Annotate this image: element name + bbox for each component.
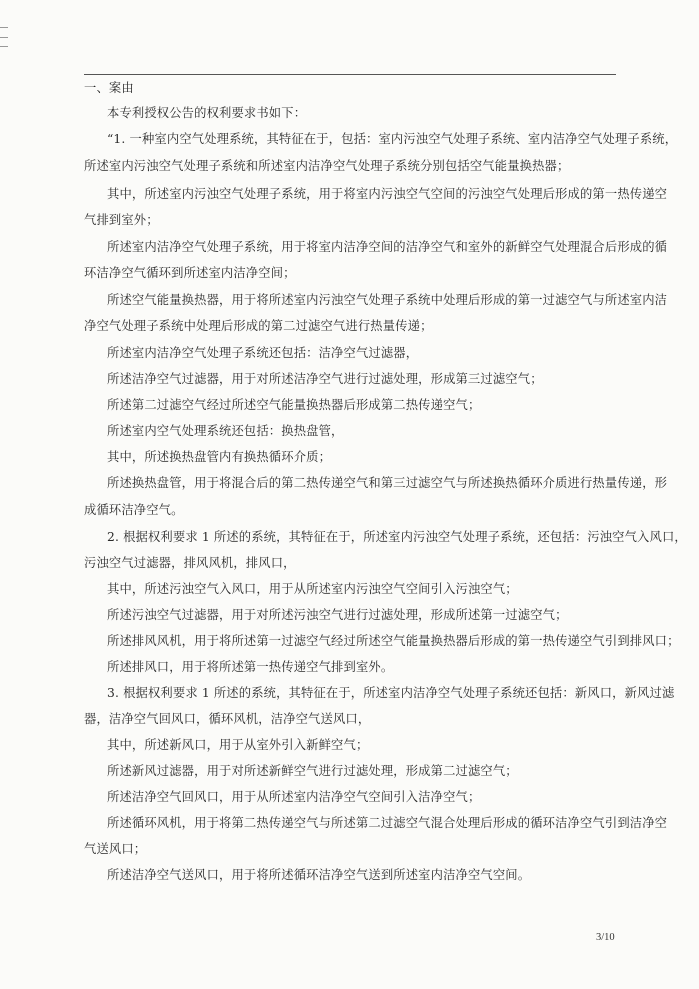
claim-1-line: 环洁净空气循环到所述室内洁净空间； — [84, 266, 296, 280]
scan-edge-mark — [0, 27, 8, 28]
claim-3-line: 所述洁净空气送风口，用于将所述循环洁净空气送到所述室内洁净空气空间。 — [107, 868, 531, 882]
claim-2-line: 所述排风风机，用于将所述第一过滤空气经过所述空气能量换热器后形成的第一热传递空气引到排风口； — [107, 634, 680, 648]
claim-1-line: 所述空气能量换热器，用于将所述室内污浊空气处理子系统中处理后形成的第一过滤空气与所述室内洁 — [107, 293, 668, 307]
claim-2-line: 其中，所述污浊空气入风口，用于从所述室内污浊空气空间引入污浊空气； — [107, 582, 518, 596]
claim-3-line: 所述新风过滤器，用于对所述新鲜空气进行过滤处理，形成第二过滤空气； — [107, 764, 518, 778]
claim-2-line: 所述污浊空气过滤器，用于对所述污浊空气进行过滤处理，形成所述第一过滤空气； — [107, 608, 568, 622]
claim-3-line: 3. 根据权利要求 1 所述的系统，其特征在于，所述室内洁净空气处理子系统还包括：新风口，新风过滤 — [107, 686, 675, 700]
claim-3-line: 器，洁净空气回风口，循环风机，洁净空气送风口， — [84, 712, 371, 726]
claim-2-line: 所述排风口，用于将所述第一热传递空气排到室外。 — [107, 660, 394, 674]
claim-1-line: 所述第二过滤空气经过所述空气能量换热器后形成第二热传递空气； — [107, 398, 481, 412]
scan-edge-mark — [0, 37, 8, 38]
claim-1-line: 成循环洁净空气。 — [84, 503, 184, 517]
claim-1-line: “1. 一种室内空气处理系统，其特征在于，包括：室内污浊空气处理子系统、室内洁净空气处理子系统， — [107, 132, 678, 146]
section-heading: 一、案由 — [84, 81, 134, 95]
claim-3-line: 其中，所述新风口，用于从室外引入新鲜空气； — [107, 738, 369, 752]
scan-edge-mark — [0, 46, 8, 47]
intro-text: 本专利授权公告的权利要求书如下： — [107, 106, 307, 120]
header-rule — [84, 74, 616, 75]
claim-1-line: 所述室内洁净空气处理子系统还包括：洁净空气过滤器， — [107, 346, 419, 360]
claim-1-line: 所述换热盘管，用于将混合后的第二热传递空气和第三过滤空气与所述换热循环介质进行热量传递，形 — [107, 476, 668, 490]
claim-3-line: 气送风口； — [84, 842, 147, 856]
claim-1-line: 气排到室外； — [84, 213, 159, 227]
claim-1-line: 其中，所述换热盘管内有换热循环介质； — [107, 450, 332, 464]
claim-3-line: 所述循环风机，用于将第二热传递空气与所述第二过滤空气混合处理后形成的循环洁净空气引到洁净空 — [107, 816, 668, 830]
claim-1-line: 所述室内洁净空气处理子系统，用于将室内洁净空间的洁净空气和室外的新鲜空气处理混合后形成的循 — [107, 240, 668, 254]
claim-1-line: 所述室内污浊空气处理子系统和所述室内洁净空气处理子系统分别包括空气能量换热器； — [84, 159, 570, 173]
claim-1-line: 所述室内空气处理系统还包括：换热盘管， — [107, 424, 344, 438]
claim-1-line: 净空气处理子系统中处理后形成的第二过滤空气进行热量传递； — [84, 319, 433, 333]
claim-1-line: 所述洁净空气过滤器，用于对所述洁净空气进行过滤处理，形成第三过滤空气； — [107, 372, 543, 386]
claim-2-line: 污浊空气过滤器，排风风机，排风口， — [84, 556, 296, 570]
claim-3-line: 所述洁净空气回风口，用于从所述室内洁净空气空间引入洁净空气； — [107, 790, 481, 804]
claim-1-line: 其中，所述室内污浊空气处理子系统，用于将室内污浊空气空间的污浊空气处理后形成的第一热传递空 — [107, 187, 668, 201]
page-number: 3/10 — [596, 932, 615, 943]
claim-2-line: 2. 根据权利要求 1 所述的系统，其特征在于，所述室内污浊空气处理子系统，还包括：污浊空气入风口， — [107, 530, 687, 544]
